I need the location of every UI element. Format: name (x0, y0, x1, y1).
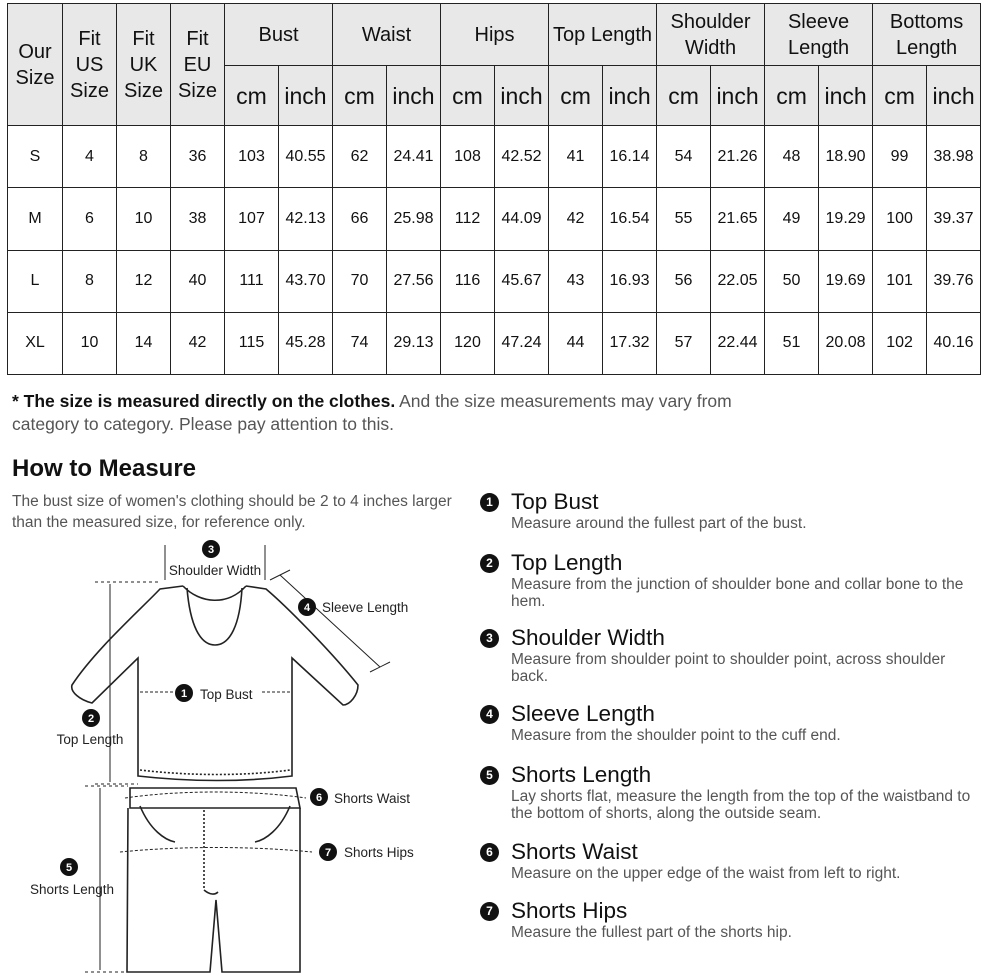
table-cell: 39.37 (927, 188, 981, 250)
table-cell: 43.70 (279, 250, 333, 312)
table-cell: 66 (333, 188, 387, 250)
header-fit-eu: Fit EU Size (171, 4, 225, 126)
measurement-note (12, 390, 772, 436)
table-cell: 16.93 (603, 250, 657, 312)
table-cell: 41 (549, 126, 603, 188)
header-bottoms-length: Bottoms Length (873, 4, 981, 66)
step-number-icon: 6 (480, 843, 499, 862)
table-cell: 48 (765, 126, 819, 188)
table-cell: 27.56 (387, 250, 441, 312)
table-cell: 103 (225, 126, 279, 188)
measurement-diagram (0, 535, 470, 978)
step-description: Measure on the upper edge of the waist from left to right. (511, 865, 901, 882)
table-cell: 115 (225, 312, 279, 374)
label-sleeve-length: Sleeve Length (322, 600, 409, 615)
step-description: Measure from the shoulder point to the cuff end. (511, 727, 841, 744)
shorts-drawing (127, 788, 300, 972)
header-shoulder-width: Shoulder Width (657, 4, 765, 66)
num-6: 6 (315, 792, 323, 804)
header-waist: Waist (333, 4, 441, 66)
table-cell: 45.67 (495, 250, 549, 312)
table-cell: 99 (873, 126, 927, 188)
label-top-length: Top Length (56, 732, 124, 747)
step-description: Measure around the fullest part of the bust. (511, 515, 807, 532)
unit-cm: cm (657, 66, 711, 126)
header-bust: Bust (225, 4, 333, 66)
step-description: Measure from shoulder point to shoulder point, across shoulder back. (511, 651, 946, 685)
table-cell: 38 (171, 188, 225, 250)
table-cell: 51 (765, 312, 819, 374)
table-cell: 56 (657, 250, 711, 312)
how-to-measure-subtitle: The bust size of women's clothing should be 2 to 4 inches larger than the measured size, for reference only. (12, 493, 452, 531)
step-number-icon: 5 (480, 766, 499, 785)
step-title: Sleeve Length (511, 701, 655, 726)
table-cell: 40.55 (279, 126, 333, 188)
table-cell: 14 (117, 312, 171, 374)
table-cell: 24.41 (387, 126, 441, 188)
table-cell: 21.26 (711, 126, 765, 188)
unit-inch: inch (279, 66, 333, 126)
table-cell: S (8, 126, 63, 188)
header-fit-uk: Fit UK Size (117, 4, 171, 126)
table-cell: 107 (225, 188, 279, 250)
step-title: Shorts Waist (511, 839, 638, 864)
table-cell: 108 (441, 126, 495, 188)
table-cell: 36 (171, 126, 225, 188)
table-row (8, 188, 981, 250)
step-title: Top Length (511, 550, 623, 575)
num-4: 4 (303, 602, 311, 614)
table-cell: 42.52 (495, 126, 549, 188)
table-cell: 42 (549, 188, 603, 250)
table-cell: 12 (117, 250, 171, 312)
header-sleeve-length: Sleeve Length (765, 4, 873, 66)
step-number-icon: 4 (480, 705, 499, 724)
step-title: Shorts Hips (511, 898, 628, 923)
table-cell: 42 (171, 312, 225, 374)
table-cell: 45.28 (279, 312, 333, 374)
label-shorts-length: Shorts Length (29, 882, 115, 897)
table-cell: 101 (873, 250, 927, 312)
table-cell: 54 (657, 126, 711, 188)
table-cell: 102 (873, 312, 927, 374)
step-description: Measure the fullest part of the shorts hip. (511, 924, 792, 941)
table-cell: 112 (441, 188, 495, 250)
table-cell: 62 (333, 126, 387, 188)
step-number-icon: 3 (480, 629, 499, 648)
table-cell: XL (8, 312, 63, 374)
step-title: Top Bust (511, 489, 599, 514)
table-cell: M (8, 188, 63, 250)
table-cell: 39.76 (927, 250, 981, 312)
table-cell: 57 (657, 312, 711, 374)
table-cell: 55 (657, 188, 711, 250)
table-cell: 20.08 (819, 312, 873, 374)
table-cell: 16.14 (603, 126, 657, 188)
table-cell: 47.24 (495, 312, 549, 374)
unit-cm: cm (873, 66, 927, 126)
table-cell: 17.32 (603, 312, 657, 374)
num-1: 1 (180, 688, 188, 700)
top-garment-drawing (72, 586, 358, 781)
table-row (8, 250, 981, 312)
size-rows (8, 126, 981, 375)
label-shorts-hips: Shorts Hips (344, 845, 414, 860)
num-3: 3 (207, 544, 215, 556)
table-cell: 8 (63, 250, 117, 312)
diagram-callouts (30, 540, 414, 897)
table-cell: 19.69 (819, 250, 873, 312)
table-cell: 44 (549, 312, 603, 374)
table-cell: 44.09 (495, 188, 549, 250)
unit-cm: cm (549, 66, 603, 126)
step-number-icon: 2 (480, 554, 499, 573)
table-cell: 40.16 (927, 312, 981, 374)
table-cell: 25.98 (387, 188, 441, 250)
label-shoulder-width: Shoulder Width (168, 563, 262, 578)
table-cell: 4 (63, 126, 117, 188)
unit-inch: inch (387, 66, 441, 126)
table-cell: 50 (765, 250, 819, 312)
unit-inch: inch (603, 66, 657, 126)
table-cell: 100 (873, 188, 927, 250)
table-cell: 70 (333, 250, 387, 312)
table-cell: 16.54 (603, 188, 657, 250)
table-cell: 120 (441, 312, 495, 374)
num-5: 5 (65, 862, 73, 874)
table-cell: 29.13 (387, 312, 441, 374)
step-title: Shoulder Width (511, 625, 665, 650)
table-cell: 111 (225, 250, 279, 312)
label-top-bust: Top Bust (200, 687, 253, 702)
table-cell: 40 (171, 250, 225, 312)
unit-inch: inch (495, 66, 549, 126)
table-cell: 8 (117, 126, 171, 188)
unit-cm: cm (225, 66, 279, 126)
table-cell: 116 (441, 250, 495, 312)
unit-inch: inch (819, 66, 873, 126)
header-fit-us: Fit US Size (63, 4, 117, 126)
step-number-icon: 7 (480, 902, 499, 921)
num-7: 7 (324, 847, 332, 859)
table-cell: 6 (63, 188, 117, 250)
table-cell: 49 (765, 188, 819, 250)
table-cell: 22.44 (711, 312, 765, 374)
header-hips: Hips (441, 4, 549, 66)
table-cell: 38.98 (927, 126, 981, 188)
unit-inch: inch (711, 66, 765, 126)
table-cell: L (8, 250, 63, 312)
table-row (8, 126, 981, 188)
note-rest: And the size measurements may vary from category to category. Please pay attention to this. (12, 391, 732, 434)
header-our-size: Our Size (8, 4, 63, 126)
unit-cm: cm (765, 66, 819, 126)
note-bold: * The size is measured directly on the clothes. (12, 391, 396, 411)
how-to-measure-title: How to Measure (12, 455, 197, 482)
step-description: Lay shorts flat, measure the length from the top of the waistband to the bottom of shorts, along the outside seam. (511, 788, 971, 822)
step-description: Measure from the junction of shoulder bone and collar bone to the hem. (511, 576, 964, 610)
table-cell: 10 (117, 188, 171, 250)
num-2: 2 (87, 713, 95, 725)
header-top-length: Top Length (549, 4, 657, 66)
table-cell: 18.90 (819, 126, 873, 188)
table-cell: 21.65 (711, 188, 765, 250)
label-shorts-waist: Shorts Waist (334, 791, 411, 806)
table-cell: 42.13 (279, 188, 333, 250)
unit-inch: inch (927, 66, 981, 126)
size-chart-table (7, 3, 981, 375)
table-cell: 74 (333, 312, 387, 374)
unit-cm: cm (333, 66, 387, 126)
unit-cm: cm (441, 66, 495, 126)
table-cell: 19.29 (819, 188, 873, 250)
table-cell: 10 (63, 312, 117, 374)
step-number-icon: 1 (480, 493, 499, 512)
table-row (8, 312, 981, 374)
step-title: Shorts Length (511, 762, 652, 787)
table-cell: 22.05 (711, 250, 765, 312)
table-cell: 43 (549, 250, 603, 312)
